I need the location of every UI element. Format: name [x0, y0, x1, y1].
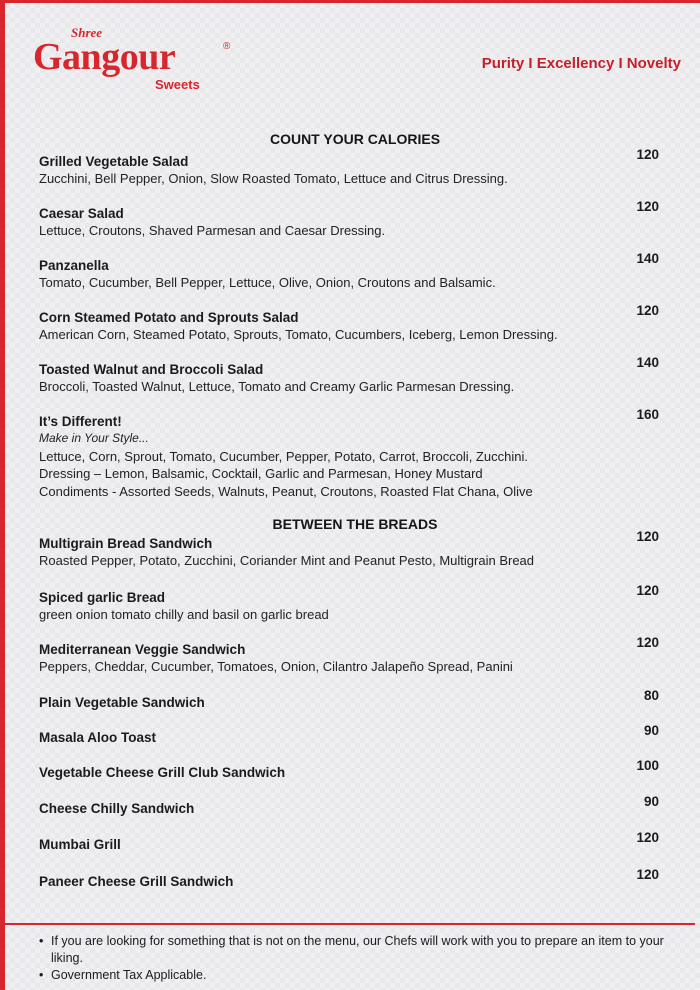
logo-brand: Gangour [33, 36, 176, 78]
item-price: 120 [636, 867, 659, 882]
footer-divider [5, 923, 695, 925]
menu-item [39, 303, 659, 344]
footer-note [39, 967, 679, 984]
item-description: green onion tomato chilly and basil on garlic bread [39, 607, 329, 622]
item-description: Tomato, Cucumber, Bell Pepper, Lettuce, Olive, Onion, Croutons and Balsamic. [39, 275, 496, 290]
item-description: Dressing – Lemon, Balsamic, Cocktail, Garlic and Parmesan, Honey Mustard [39, 466, 483, 481]
menu-item [39, 529, 659, 570]
item-name: Grilled Vegetable Salad [39, 154, 189, 169]
item-price: 120 [636, 635, 659, 650]
item-price: 90 [643, 794, 659, 809]
item-price: 120 [636, 303, 659, 318]
menu-item [39, 758, 659, 781]
item-description: Lettuce, Croutons, Shaved Parmesan and Caesar Dressing. [39, 223, 386, 238]
item-description: American Corn, Steamed Potato, Sprouts, Tomato, Cucumbers, Iceberg, Lemon Dressing. [39, 327, 558, 342]
menu-item [39, 688, 659, 711]
section-title-calories: COUNT YOUR CALORIES [269, 131, 441, 147]
menu-item [39, 407, 659, 500]
item-price: 100 [636, 758, 659, 773]
item-price: 90 [643, 723, 659, 738]
item-name: Panzanella [39, 258, 109, 273]
item-description: Zucchini, Bell Pepper, Onion, Slow Roasted Tomato, Lettuce and Citrus Dressing. [39, 171, 508, 186]
item-name: Vegetable Cheese Grill Club Sandwich [39, 765, 286, 780]
footer-note-text: Government Tax Applicable. [51, 968, 207, 982]
item-subtitle: Make in Your Style... [39, 431, 149, 445]
item-name: Cheese Chilly Sandwich [39, 801, 195, 816]
tagline: Purity I Excellency I Novelty [481, 55, 681, 72]
menu-item [39, 199, 659, 240]
footer-notes [39, 933, 679, 984]
section-title-breads: BETWEEN THE BREADS [272, 516, 438, 532]
logo-sweets: Sweets [155, 77, 200, 92]
item-price: 120 [636, 147, 659, 162]
item-price: 140 [636, 251, 659, 266]
logo-registered-mark: ® [223, 41, 231, 52]
item-name: Paneer Cheese Grill Sandwich [39, 874, 234, 889]
item-name: Masala Aloo Toast [39, 730, 157, 745]
item-name: Spiced garlic Bread [39, 590, 166, 605]
item-price: 120 [636, 830, 659, 845]
item-description: Lettuce, Corn, Sprout, Tomato, Cucumber, Pepper, Potato, Carrot, Broccoli, Zucchini. [39, 448, 528, 464]
item-name: Multigrain Bread Sandwich [39, 536, 213, 551]
gangour-logo [33, 25, 243, 95]
bullet-icon: • [39, 968, 44, 982]
item-price: 160 [636, 407, 659, 422]
menu-item [39, 723, 659, 746]
item-price: 120 [636, 199, 659, 214]
item-description: Condiments - Assorted Seeds, Walnuts, Peanut, Croutons, Roasted Flat Chana, Olive [39, 483, 533, 499]
item-name: Corn Steamed Potato and Sprouts Salad [39, 310, 299, 325]
menu-item [39, 794, 659, 817]
menu-header [5, 3, 700, 103]
item-price: 120 [636, 583, 659, 598]
item-name: Toasted Walnut and Broccoli Salad [39, 362, 264, 377]
item-name: Caesar Salad [39, 206, 124, 221]
item-name: Plain Vegetable Sandwich [39, 695, 205, 710]
menu-item [39, 583, 659, 624]
footer-note [39, 933, 679, 967]
item-name: Mediterranean Veggie Sandwich [39, 642, 246, 657]
item-description: Roasted Pepper, Potato, Zucchini, Coriander Mint and Peanut Pesto, Multigrain Bread [39, 553, 535, 568]
item-name: Mumbai Grill [39, 837, 121, 852]
bullet-icon: • [39, 934, 44, 948]
item-description: Broccoli, Toasted Walnut, Lettuce, Tomato and Creamy Garlic Parmesan Dressing. [39, 379, 515, 394]
logo-shree: Shree [71, 25, 103, 40]
menu-item [39, 251, 659, 292]
item-price: 140 [636, 355, 659, 370]
menu-item [39, 147, 659, 188]
item-description: Peppers, Cheddar, Cucumber, Tomatoes, Onion, Cilantro Jalapeño Spread, Panini [39, 659, 513, 674]
menu-item [39, 867, 659, 890]
item-price: 120 [636, 529, 659, 544]
footer-note-text: If you are looking for something that is not on the menu, our Chefs will work with you to prepare an item to your liking. [51, 934, 664, 965]
item-price: 80 [643, 688, 659, 703]
item-name: It’s Different! [39, 414, 122, 429]
menu-item [39, 830, 659, 853]
menu-item [39, 635, 659, 676]
menu-item [39, 355, 659, 396]
